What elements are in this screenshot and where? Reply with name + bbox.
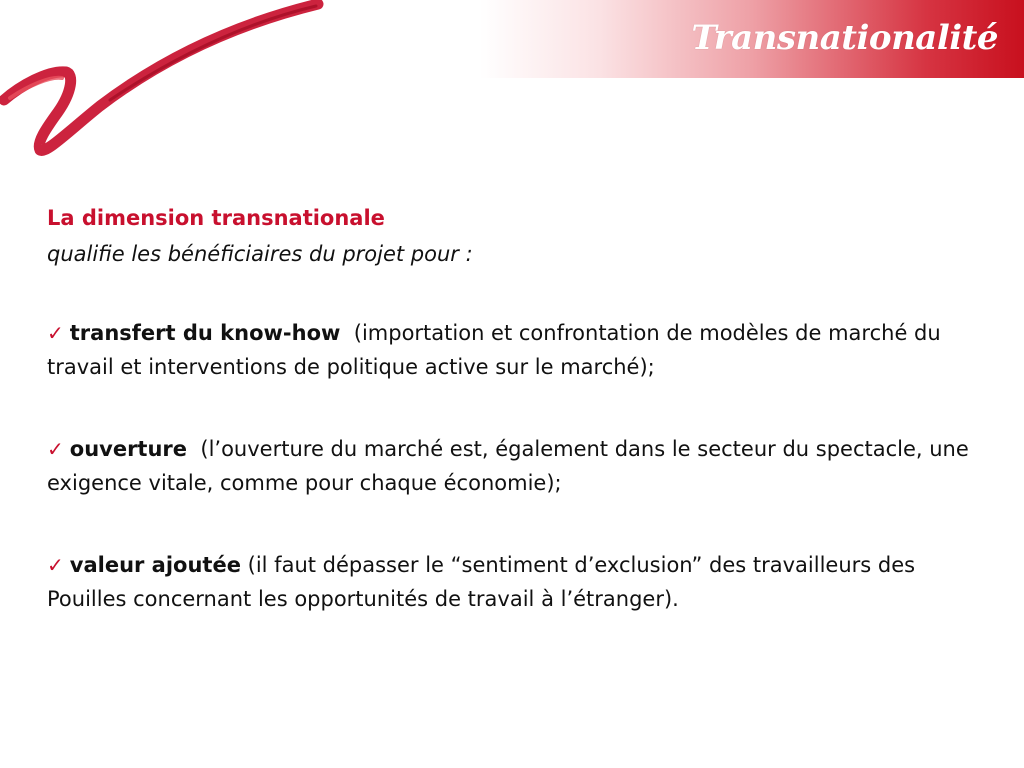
bullet-valeur-ajoutee — [47, 548, 997, 616]
bullet-text: (importation et confrontation de modèles de marché du travail et interventions de politique active sur le marché); — [47, 321, 948, 379]
slide-title: Transnationalité — [691, 18, 998, 58]
bullet-know-how — [47, 316, 997, 384]
bullet-term: transfert du know-how — [69, 321, 341, 345]
checkmark-icon: ✓ — [47, 553, 64, 577]
red-swoosh-logo — [0, 0, 330, 160]
slide-content — [47, 202, 997, 616]
checkmark-icon: ✓ — [47, 437, 64, 461]
header-banner — [480, 0, 1024, 78]
section-heading: La dimension transnationale — [47, 206, 385, 230]
section-subheading: qualifie les bénéficiaires du projet pour : — [47, 242, 473, 266]
bullet-term: valeur ajoutée — [69, 553, 241, 577]
bullet-text: (il faut dépasser le “sentiment d’exclusion” des travailleurs des Pouilles concernant les opportunités de travail à l’étranger). — [47, 553, 922, 611]
bullet-text: (l’ouverture du marché est, également dans le secteur du spectacle, une exigence vitale, comme pour chaque économie); — [47, 437, 976, 495]
checkmark-icon: ✓ — [47, 321, 64, 345]
bullet-term: ouverture — [69, 437, 188, 461]
bullet-ouverture — [47, 432, 997, 500]
